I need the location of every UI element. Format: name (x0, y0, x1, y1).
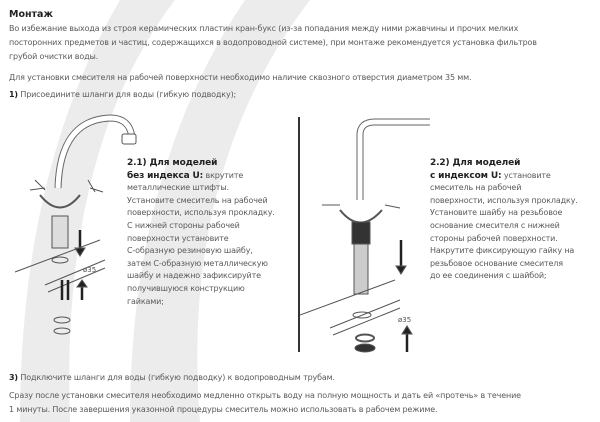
instruction-line: С-образную резиновую шайбу, (127, 246, 253, 256)
instruction-line: затем С-образную металлическую (127, 258, 268, 268)
diameter-label: ø35 (83, 266, 97, 274)
step-text: Присоедините шланги для воды (гибкую подводку); (20, 90, 237, 99)
instruction-line: Накрутите фиксирующую гайку на (430, 246, 575, 256)
step-2-1-instructions (127, 157, 275, 308)
step-3 (9, 371, 335, 385)
instruction-line: поверхности, используя прокладку. (127, 208, 275, 218)
instruction-line: поверхности установите (127, 233, 229, 243)
instruction-line: до ее соединения с шайбой; (430, 271, 547, 281)
step-2-1-subheading: без индекса U: (127, 170, 204, 181)
instruction-line: Установите шайбу на резьбовое (430, 208, 563, 218)
instruction-line: С нижней стороны рабочей (127, 220, 240, 230)
instruction-line: основание смесителя с нижней (430, 220, 560, 230)
instruction-line: Установите смеситель на рабочей (127, 195, 268, 205)
instruction-text: вкрутите (205, 170, 244, 180)
step-number: 3) (9, 373, 18, 382)
final-note-line: Сразу после установки смесителя необходимо медленно открыть воду на полную мощность и дать ей «протечь» в течение (9, 391, 521, 400)
step-2-2-instructions (430, 157, 578, 283)
instruction-line: поверхности, используя прокладку. (430, 195, 578, 205)
instruction-line: резьбовое основание смесителя (430, 258, 563, 268)
page-title: Монтаж (9, 9, 53, 20)
step-2-2-heading: 2.2) Для моделей (430, 158, 521, 168)
instruction-line: металлические штифты. (127, 183, 229, 193)
step-2-2-subheading: с индексом U: (430, 170, 502, 181)
instruction-line: получившуюся конструкцию (127, 283, 245, 293)
faucet-illustration-2 (300, 100, 430, 360)
intro-line: Во избежание выхода из строя керамических пластин кран-букс (из-за попадания между ними ржавчины и прочих мелких (9, 24, 519, 33)
intro-line: посторонних предметов и частиц, содержащихся в водопроводной системе), при монтаже рекомендуется установка фильтров (9, 38, 537, 47)
step-number: 1) (9, 90, 18, 99)
instruction-line: стороны рабочей поверхности. (430, 233, 558, 243)
step-text: Подключите шланги для воды (гибкую подводку) к водопроводным трубам. (20, 373, 335, 382)
final-note-line: 1 минуты. После завершения указонной процедуры смеситель можно использовать в рабочем режиме. (9, 405, 438, 414)
step-2-1-heading: 2.1) Для моделей (127, 158, 218, 168)
instruction-line: гайками; (127, 296, 164, 306)
instruction-line: смеситель на рабочей (430, 183, 522, 193)
intro-line: грубой очистки воды. (9, 52, 99, 61)
hole-note: Для установки смесителя на рабочей поверхности необходимо наличие сквозного отверстия диаметром 35 мм. (9, 73, 472, 82)
instruction-line: шайбу и надежно зафиксируйте (127, 271, 261, 281)
instruction-text: установите (503, 170, 551, 180)
diameter-label: ø35 (398, 316, 412, 324)
